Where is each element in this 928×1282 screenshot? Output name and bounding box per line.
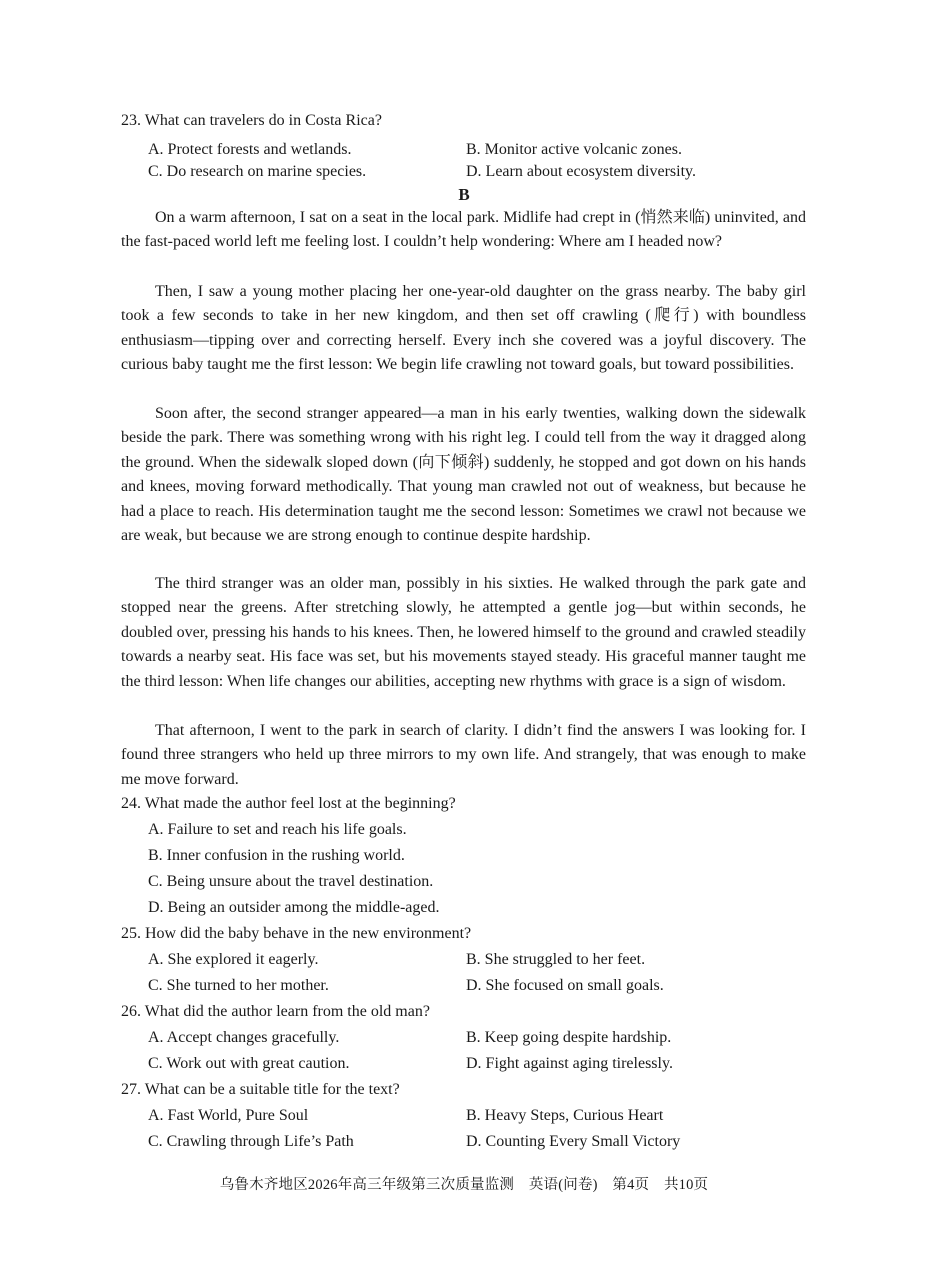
question-24-option-b: B. Inner confusion in the rushing world. [148, 847, 405, 864]
question-24-option-a: A. Failure to set and reach his life goals. [148, 821, 407, 838]
question-25-option-d: D. She focused on small goals. [466, 977, 664, 994]
question-26-option-a: A. Accept changes gracefully. [148, 1029, 340, 1046]
question-27-option-b: B. Heavy Steps, Curious Heart [466, 1107, 664, 1124]
question-23-option-b: B. Monitor active volcanic zones. [466, 141, 682, 158]
passage-paragraph-2: Then, I saw a young mother placing her one-year-old daughter on the grass nearby. The baby girl took a few seconds to take in her new kingdom, and then set off crawling (爬行) with boundless enthusiasm—tipping over and correcting herself. Every inch she covered was a joyful discovery. The curious baby taught me the first lesson: We begin life crawling not toward goals, but toward possibilities. [121, 283, 806, 374]
question-27-option-d: D. Counting Every Small Victory [466, 1133, 681, 1150]
question-24-stem: 24. What made the author feel lost at the beginning? [121, 795, 456, 812]
question-25-option-a: A. She explored it eagerly. [148, 951, 319, 968]
question-25-option-b: B. She struggled to her feet. [466, 951, 646, 968]
question-26-stem: 26. What did the author learn from the old man? [121, 1003, 430, 1020]
question-25-stem: 25. How did the baby behave in the new environment? [121, 925, 472, 942]
question-24-option-c: C. Being unsure about the travel destination. [148, 873, 434, 890]
question-25-option-c: C. She turned to her mother. [148, 977, 329, 994]
question-24-option-d: D. Being an outsider among the middle-aged. [148, 899, 440, 916]
passage-paragraph-3: Soon after, the second stranger appeared—a man in his early twenties, walking down the sidewalk beside the park. There was something wrong with his right leg. I could tell from the way it dragged along the ground. When the sidewalk sloped down (向下倾斜) suddenly, he stopped and got down on his hands and knees, moving forward methodically. That young man crawled not out of weakness, but because he had a place to reach. His determination taught me the second lesson: Sometimes we crawl not because we are weak, but because we are strong enough to continue despite hardship. [121, 405, 806, 545]
question-23-option-c: C. Do research on marine species. [148, 163, 367, 180]
question-27-option-c: C. Crawling through Life’s Path [148, 1133, 354, 1150]
question-26-option-c: C. Work out with great caution. [148, 1055, 350, 1072]
question-26-option-b: B. Keep going despite hardship. [466, 1029, 672, 1046]
question-23-option-d: D. Learn about ecosystem diversity. [466, 163, 697, 180]
passage-paragraph-1: On a warm afternoon, I sat on a seat in the local park. Midlife had crept in (悄然来临) uninvited, and the fast-paced world left me feeling lost. I couldn’t help wondering: Where am I headed now? [121, 209, 806, 251]
passage-paragraph-5: That afternoon, I went to the park in search of clarity. I didn’t find the answers I was looking for. I found three strangers who held up three mirrors to my own life. And strangely, that was enough to make me move forward. [121, 722, 806, 788]
question-26-option-d: D. Fight against aging tirelessly. [466, 1055, 673, 1072]
section-b-heading: B [458, 185, 470, 204]
question-23-option-a: A. Protect forests and wetlands. [148, 141, 352, 158]
question-27-option-a: A. Fast World, Pure Soul [148, 1107, 309, 1124]
page-footer: 乌鲁木齐地区2026年高三年级第三次质量监测 英语(问卷) 第4页 共10页 [219, 1177, 709, 1193]
passage-paragraph-4: The third stranger was an older man, possibly in his sixties. He walked through the park gate and stopped near the greens. After stretching slowly, he attempted a gentle jog—but within seconds, he doubled over, pressing his hands to his knees. Then, he lowered himself to the ground and crawled steadily towards a nearby seat. His face was set, but his movements stayed steady. His graceful manner taught me the third lesson: When life changes our abilities, accepting new rhythms with grace is a sign of wisdom. [121, 575, 806, 690]
question-27-stem: 27. What can be a suitable title for the text? [121, 1081, 400, 1098]
question-23-stem: 23. What can travelers do in Costa Rica? [121, 112, 382, 129]
